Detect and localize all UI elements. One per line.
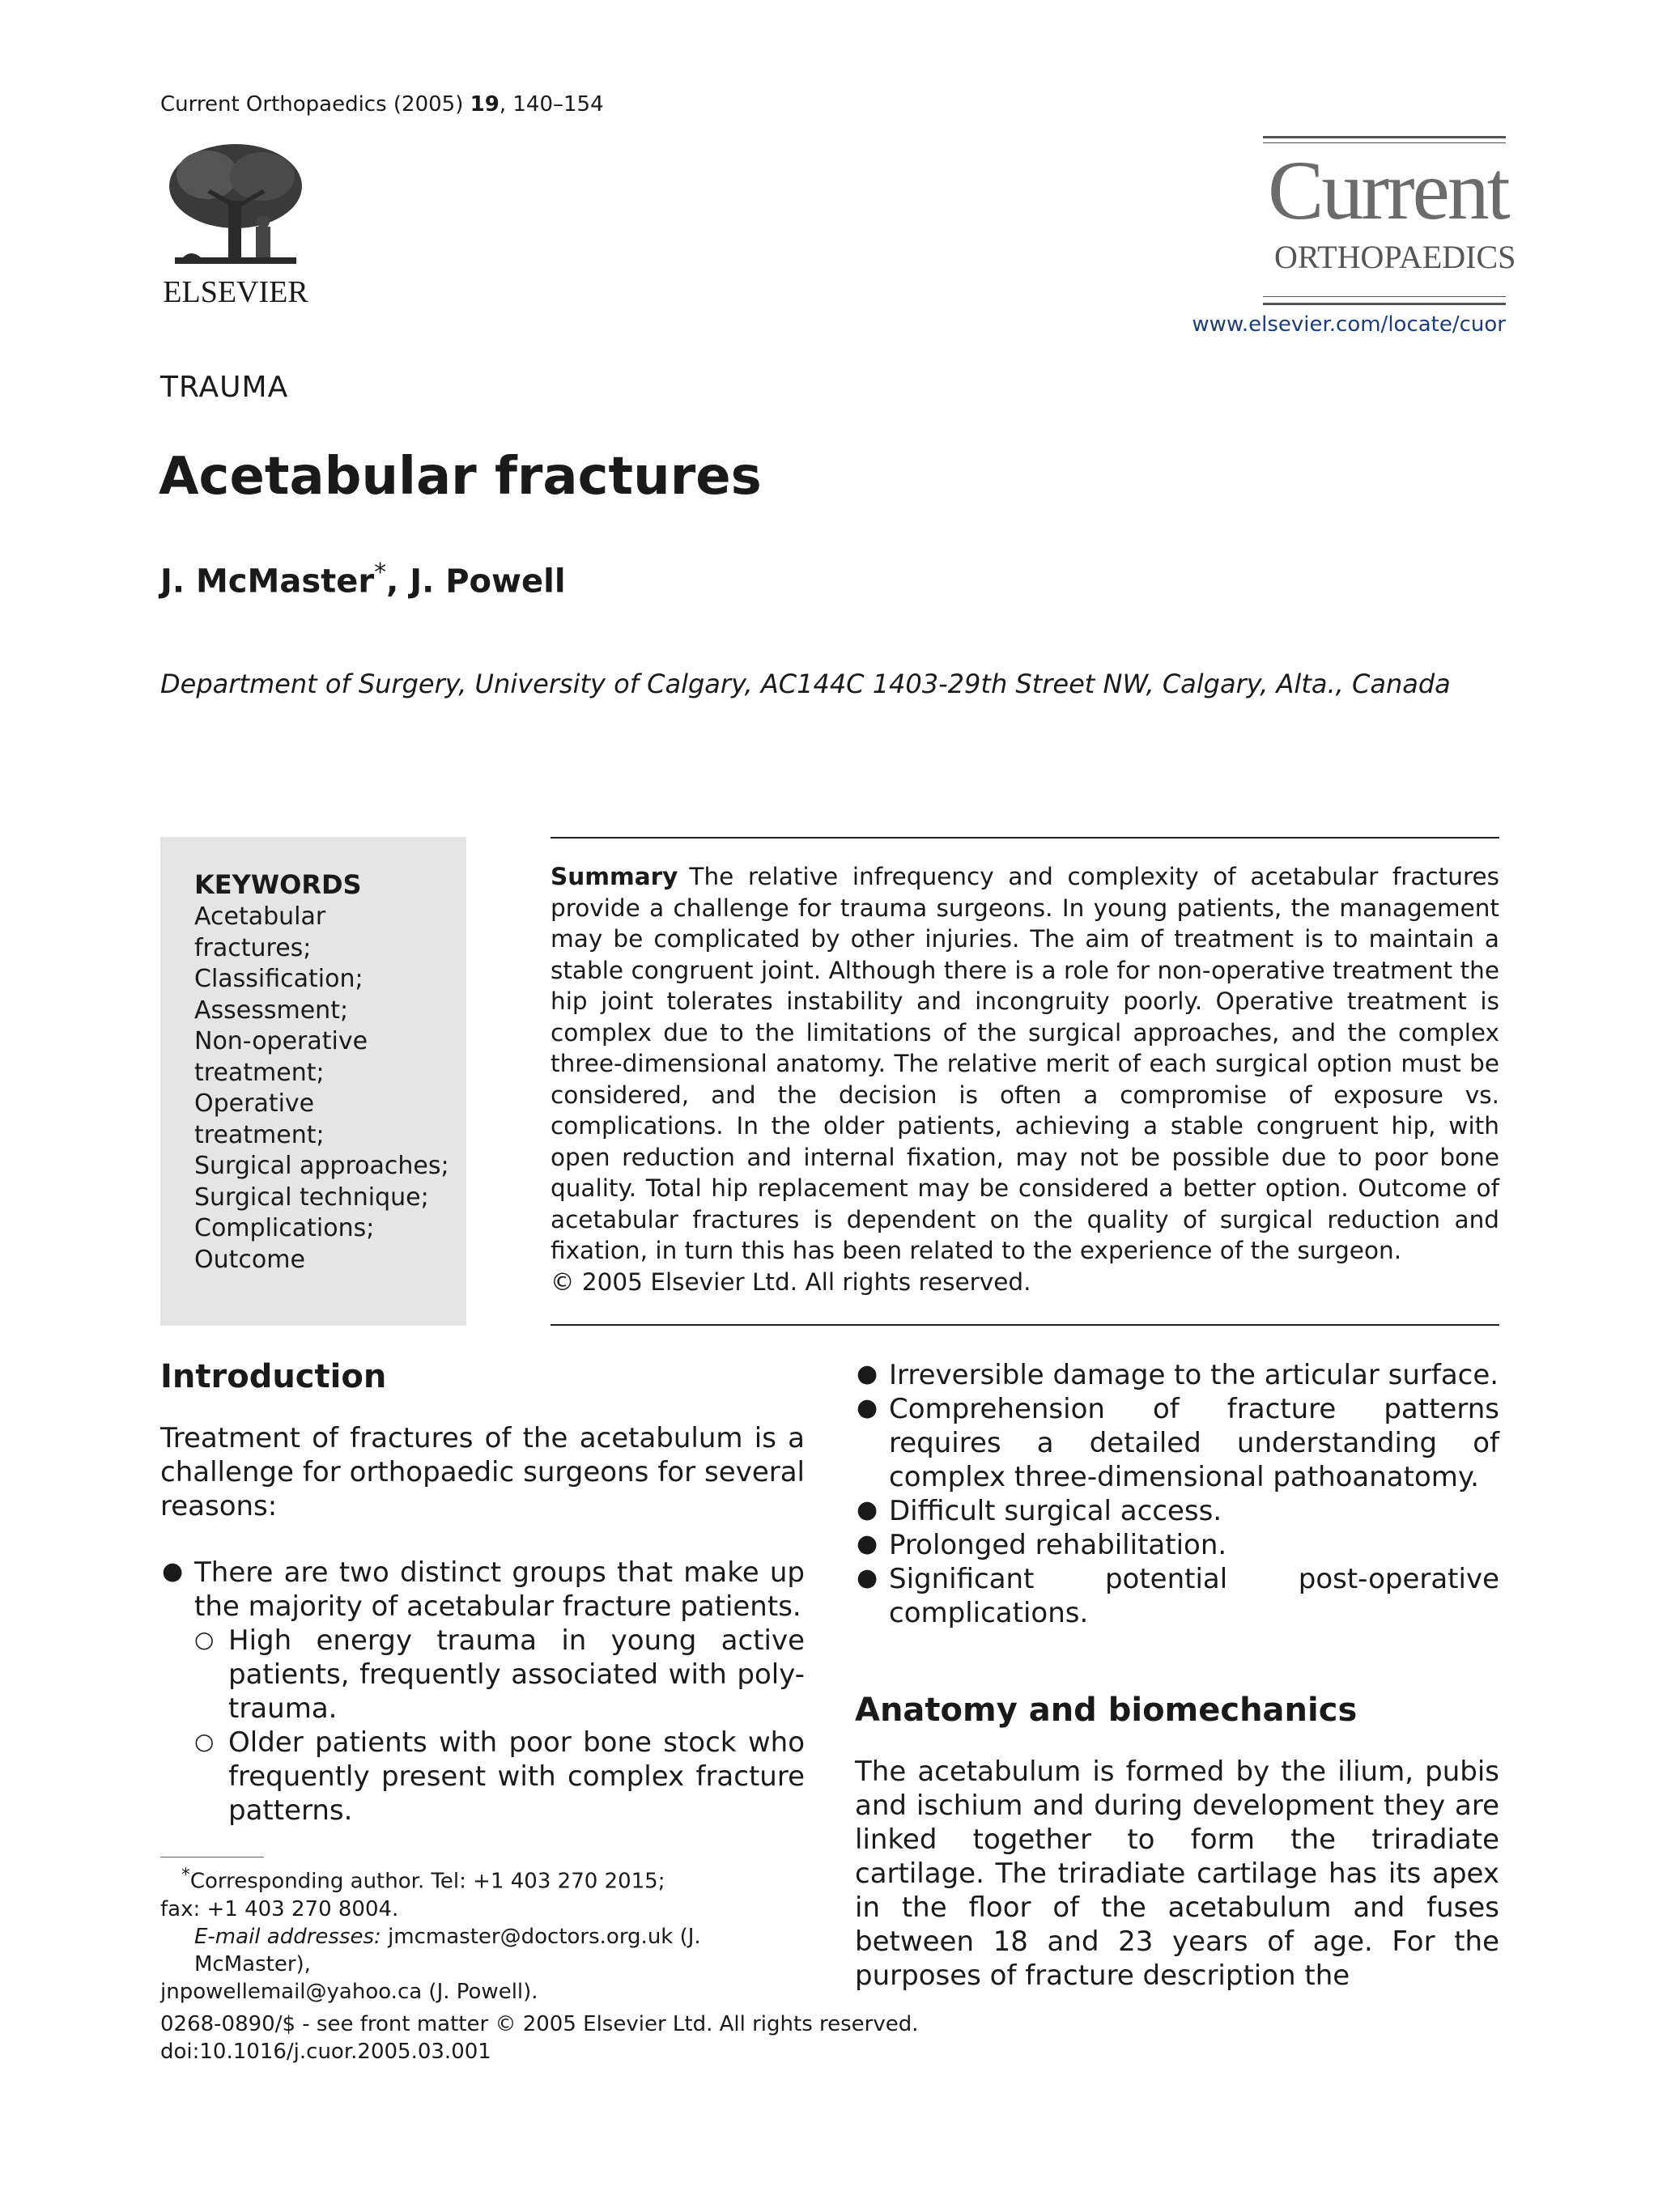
summary-text [551, 861, 1499, 1267]
keyword-line: Surgical technique; [194, 1182, 429, 1212]
author-list [160, 558, 566, 600]
brand-rule-bottom-thin [1263, 296, 1506, 297]
keywords-box [160, 837, 466, 1326]
keyword-line: Complications; [194, 1214, 375, 1242]
corresponding-author-mark: * [374, 558, 387, 587]
summary-label: Summary [551, 863, 678, 890]
brand-rule-top [1263, 136, 1506, 138]
brand-orthopaedics-word: ORTHOPAEDICS [1274, 239, 1516, 275]
sub-list-item: ○ High energy trauma in young active patients, frequently associated with poly-trauma. [160, 1624, 805, 1726]
anatomy-paragraph: The acetabulum is formed by the ilium, pubis and ischium and during development they are linked together to form the triradiate cartilage. The triradiate cartilage has its apex in the floor of the acetabulum and fuses between 18 and 23 years of age. For the purposes of fracture description the [855, 1756, 1499, 1992]
issn-line: 0268-0890/$ - see front matter © 2005 Elsevier Ltd. All rights reserved. [160, 2012, 919, 2036]
front-matter-info [160, 2010, 919, 2066]
elsevier-wordmark: ELSEVIER [163, 275, 308, 308]
keyword-line: Classification; [194, 965, 363, 993]
affiliation: Department of Surgery, University of Calgary, AC144C 1403-29th Street NW, Calgary, Alta., Canada [160, 669, 1451, 699]
sub-list-item: ○ Older patients with poor bone stock who frequently present with complex fracture patterns. [160, 1726, 805, 1828]
keyword-line: Outcome [194, 1245, 305, 1274]
left-column [160, 1360, 805, 1828]
summary-copyright: © 2005 Elsevier Ltd. All rights reserved. [551, 1267, 1031, 1296]
footnote-line: fax: +1 403 270 8004. [160, 1896, 399, 1921]
journal-volume: 19 [470, 92, 500, 117]
list-item: ● Irreversible damage to the articular surface. [855, 1358, 1499, 1392]
introduction-paragraph: Treatment of fractures of the acetabulum is a challenge for orthopaedic surgeons for several reasons: [160, 1422, 805, 1522]
list-item: ● Comprehension of fracture patterns requires a detailed understanding of complex three-dimensional pathoanatomy. [855, 1392, 1499, 1494]
list-item: ● There are two distinct groups that make up the majority of acetabular fracture patients. [160, 1556, 805, 1624]
author-mcmaster: J. McMaster [160, 563, 375, 601]
journal-brand [1263, 134, 1516, 309]
summary-body: The relative infrequency and complexity of acetabular fractures provide a challenge for trauma surgeons. In young patients, the management may be complicated by other injuries. The aim of treatment is to maintain a stable congruent joint. Although there is a role for non-operative treatment the hip joint tolerates instability and incongruity poorly. Operative treatment is complex due to the limitations of the surgical approaches, and the complex three-dimensional anatomy. The relative merit of each surgical option must be considered, and the decision is often a compromise of exposure vs. complications. In the older patients, achieving a stable congruent hip, with open reduction and internal fixation, may not be possible due to poor bone quality. Total hip replacement may be considered a better option. Outcome of acetabular fractures is dependent on the quality of surgical reduction and fixation, in turn this has been related to the experience of the surgeon. [551, 863, 1499, 1264]
footnote-line: jnpowellemail@yahoo.ca (J. Powell). [160, 1979, 538, 2004]
keyword-line: treatment; [194, 1120, 325, 1149]
journal-name: Current Orthopaedics (2005) [160, 92, 464, 117]
summary-block [551, 861, 1499, 1297]
journal-reference [160, 92, 604, 117]
right-column [855, 1358, 1499, 1993]
footnote-line [160, 1923, 805, 1978]
anatomy-heading: Anatomy and biomechanics [855, 1692, 1358, 1729]
footnote-line: *Corresponding author. Tel: +1 403 270 2015; [181, 1865, 665, 1894]
journal-url-link[interactable]: www.elsevier.com/locate/cuor [1192, 312, 1506, 337]
list-item: ● Difficult surgical access. [855, 1494, 1499, 1528]
brand-rule-bottom [1263, 303, 1506, 305]
keyword-line: Operative [194, 1089, 315, 1118]
keyword-line: Surgical approaches; [194, 1152, 449, 1180]
keyword-line: treatment; [194, 1058, 325, 1087]
list-item: ● Prolonged rehabilitation. [855, 1528, 1499, 1562]
brand-current-word: Current [1268, 144, 1508, 237]
author-powell: , J. Powell [386, 563, 566, 601]
footnote [160, 1862, 805, 2006]
elsevier-logo [159, 136, 312, 308]
keywords-heading: KEYWORDS [194, 869, 362, 900]
keyword-line: Non-operative [194, 1027, 368, 1055]
introduction-heading: Introduction [160, 1358, 387, 1395]
section-label: TRAUMA [160, 371, 289, 404]
brand-rule-top-thin [1263, 142, 1506, 143]
difficulties-list [855, 1358, 1499, 1630]
list-item: ● Significant potential post-operative complications. [855, 1562, 1499, 1630]
summary-rule-bottom [551, 1324, 1499, 1326]
email-label: E-mail addresses: [194, 1924, 381, 1949]
keyword-line: Assessment; [194, 996, 349, 1025]
journal-pages: , 140–154 [499, 92, 604, 117]
footnote-mark: * [181, 1865, 190, 1885]
keywords-list [194, 902, 449, 1276]
article-title: Acetabular fractures [159, 447, 762, 507]
introduction-list [160, 1556, 805, 1828]
keyword-line: Acetabular [194, 902, 326, 931]
summary-rule-top [551, 837, 1499, 839]
keyword-line: fractures; [194, 933, 312, 962]
doi-line: doi:10.1016/j.cuor.2005.03.001 [160, 2040, 491, 2064]
email-text: jmcmaster@doctors.org.uk (J. McMaster), [194, 1924, 701, 1976]
